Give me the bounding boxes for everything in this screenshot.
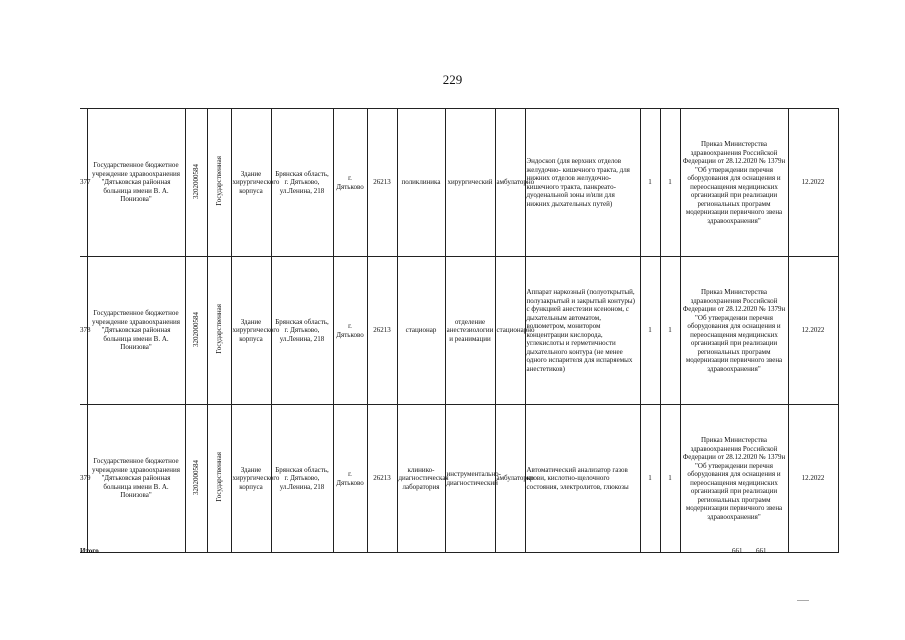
- quantity-cell: 1: [640, 109, 660, 257]
- table-row: [80, 257, 838, 405]
- department-cell: хирургический: [445, 109, 495, 257]
- oktmo-cell: 26213: [367, 257, 397, 405]
- ownership-cell: Государственная: [207, 257, 231, 405]
- quantity-cell: 1: [660, 405, 680, 553]
- row-number: 379: [80, 405, 87, 553]
- address-cell: Брянская область, г. Дятьково, ул.Ленина, 218: [271, 405, 333, 553]
- date-cell: 12.2022: [788, 257, 838, 405]
- oktmo-cell: 26213: [367, 405, 397, 553]
- org-code-cell: 3202000584: [185, 109, 207, 257]
- total-value: 661: [756, 547, 767, 555]
- page-number: 229: [442, 72, 463, 87]
- department-cell: отделение анестезиологии и реанимации: [445, 257, 495, 405]
- quantity-cell: 1: [640, 405, 660, 553]
- org-code-cell: 3202000584: [185, 405, 207, 553]
- care-type-cell: амбулаторно: [495, 109, 525, 257]
- unit-cell: поликлиника: [397, 109, 445, 257]
- unit-cell: клинико-диагностическая лаборатория: [397, 405, 445, 553]
- building-cell: Здание хирургического корпуса: [231, 109, 271, 257]
- equipment-cell: Аппарат наркозный (полуоткрытый, полузакрытый и закрытый контуры) с функцией анестезии ксеноном, с дыхательным автоматом, волюметром, монитором концентрации кислорода, углекислоты и герметичности дыхательного контура (не менее одного испарителя для испаряемых анестетиков): [525, 257, 640, 405]
- date-cell: 12.2022: [788, 109, 838, 257]
- department-cell: инструментально-диагностический: [445, 405, 495, 553]
- equipment-table: [80, 108, 839, 553]
- address-cell: Брянская область, г. Дятьково, ул.Ленина, 218: [271, 257, 333, 405]
- equipment-cell: Эндоскоп (для верхних отделов желудочно- кишечного тракта, для нижних отделов желудочно-кишечного тракта, панкреато-дуоденальной зоны и/или для нижних дыхательных путей): [525, 109, 640, 257]
- row-number: 378: [80, 257, 87, 405]
- totals-label: Итого: [80, 547, 99, 555]
- scan-mark: [797, 600, 809, 601]
- org-code-cell: 3202000584: [185, 257, 207, 405]
- ownership-cell: Государственная: [207, 109, 231, 257]
- city-cell: г. Дятьково: [333, 405, 367, 553]
- building-cell: Здание хирургического корпуса: [231, 257, 271, 405]
- city-cell: г. Дятьково: [333, 257, 367, 405]
- organization-cell: Государственное бюджетное учреждение здравоохранения "Дятьковская районная больница имени В. А. Понизова": [87, 109, 185, 257]
- building-cell: Здание хирургического корпуса: [231, 405, 271, 553]
- ownership-cell: Государственная: [207, 405, 231, 553]
- care-type-cell: амбулаторно: [495, 405, 525, 553]
- oktmo-cell: 26213: [367, 109, 397, 257]
- equipment-cell: Автоматический анализатор газов крови, кислотно-щелочного состояния, электролитов, глюкозы: [525, 405, 640, 553]
- totals-row: [80, 547, 838, 557]
- basis-document-cell: Приказ Министерства здравоохранения Российской Федерации от 28.12.2020 № 1379н "Об утверждении перечня оборудования для оснащения и переоснащения медицинских организаций при реализации региональных программ модернизации первичного звена здравоохранения": [680, 405, 788, 553]
- date-cell: 12.2022: [788, 405, 838, 553]
- organization-cell: Государственное бюджетное учреждение здравоохранения "Дятьковская районная больница имени В. А. Понизова": [87, 257, 185, 405]
- total-value: 661: [732, 547, 743, 555]
- basis-document-cell: Приказ Министерства здравоохранения Российской Федерации от 28.12.2020 № 1379н "Об утверждении перечня оборудования для оснащения и переоснащения медицинских организаций при реализации региональных программ модернизации первичного звена здравоохранения": [680, 257, 788, 405]
- city-cell: г. Дятьково: [333, 109, 367, 257]
- care-type-cell: стационарно: [495, 257, 525, 405]
- table-row: [80, 405, 838, 553]
- unit-cell: стационар: [397, 257, 445, 405]
- basis-document-cell: Приказ Министерства здравоохранения Российской Федерации от 28.12.2020 № 1379н "Об утверждении перечня оборудования для оснащения и переоснащения медицинских организаций при реализации региональных программ модернизации первичного звена здравоохранения": [680, 109, 788, 257]
- quantity-cell: 1: [660, 257, 680, 405]
- quantity-cell: 1: [660, 109, 680, 257]
- table-row: [80, 109, 838, 257]
- quantity-cell: 1: [640, 257, 660, 405]
- organization-cell: Государственное бюджетное учреждение здравоохранения "Дятьковская районная больница имени В. А. Понизова": [87, 405, 185, 553]
- row-number: 377: [80, 109, 87, 257]
- address-cell: Брянская область, г. Дятьково, ул.Ленина, 218: [271, 109, 333, 257]
